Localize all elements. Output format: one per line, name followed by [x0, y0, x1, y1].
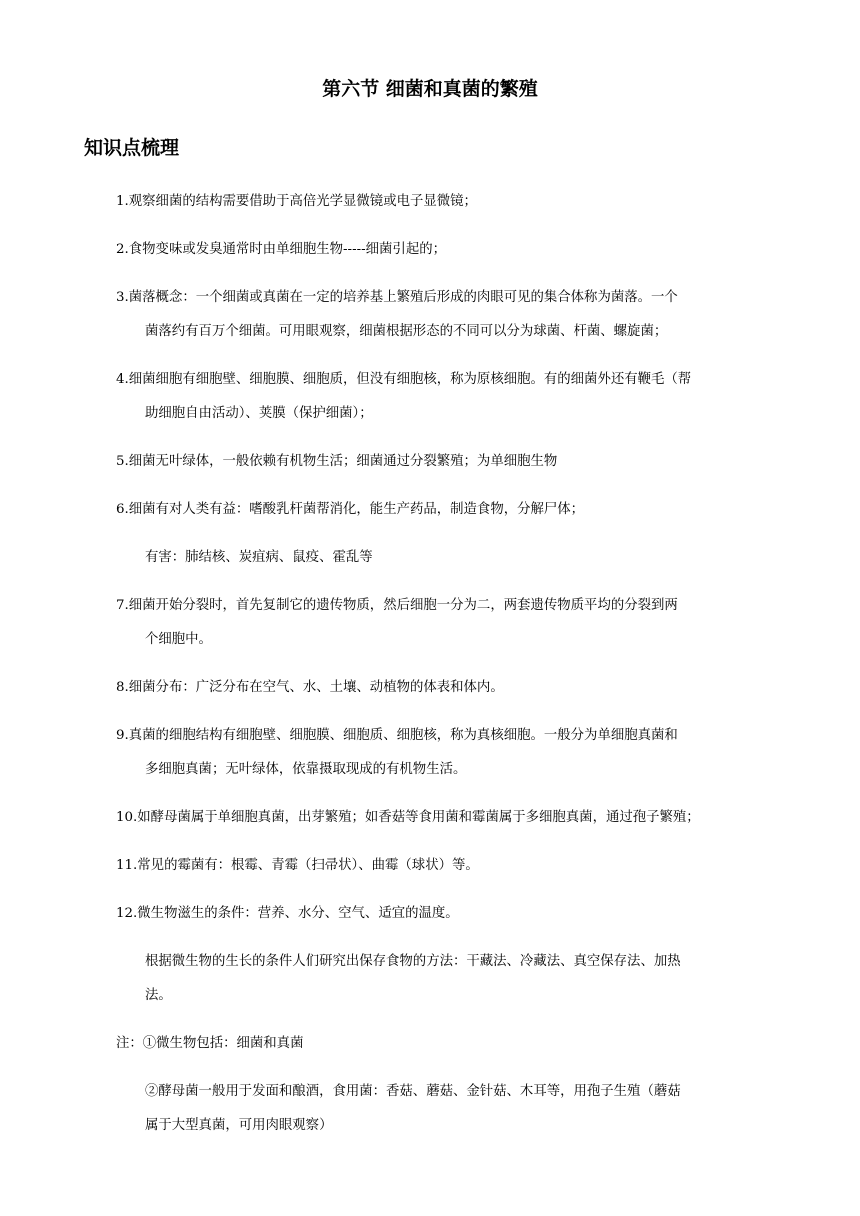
list-item-12: 12.微生物滋生的条件：营养、水分、空气、适宜的温度。: [116, 906, 459, 921]
note-2: ②酵母菌一般用于发面和酿酒，食用菌：香菇、蘑菇、金针菇、木耳等，用孢子生殖（蘑菇: [145, 1084, 681, 1099]
list-item-7-cont: 个细胞中。: [145, 632, 212, 647]
note-1: 注：①微生物包括：细菌和真菌: [116, 1036, 304, 1051]
list-item-5: 5.细菌无叶绿体，一般依赖有机物生活；细菌通过分裂繁殖；为单细胞生物: [116, 454, 558, 469]
list-item-10: 10.如酵母菌属于单细胞真菌，出芽繁殖；如香菇等食用菌和霉菌属于多细胞真菌，通过孢子繁殖；: [116, 810, 700, 825]
list-item-2: 2.食物变味或发臭通常时由单细胞生物-----细菌引起的；: [116, 242, 446, 257]
list-item-3: 3.菌落概念：一个细菌或真菌在一定的培养基上繁殖后形成的肉眼可见的集合体称为菌落。一个: [116, 290, 678, 305]
list-item-1: 1.观察细菌的结构需要借助于高倍光学显微镜或电子显微镜；: [116, 194, 477, 209]
list-item-3-cont: 菌落约有百万个细菌。可用眼观察，细菌根据形态的不同可以分为球菌、杆菌、螺旋菌；: [145, 324, 668, 339]
list-item-6-harm: 有害：肺结核、炭疽病、鼠疫、霍乱等: [145, 550, 373, 565]
list-item-7: 7.细菌开始分裂时，首先复制它的遗传物质，然后细胞一分为二，两套遗传物质平均的分裂到两: [116, 598, 678, 613]
list-item-4: 4.细菌细胞有细胞壁、细胞膜、细胞质，但没有细胞核，称为原核细胞。有的细菌外还有鞭毛（帮: [116, 372, 692, 387]
list-item-9-cont: 多细胞真菌；无叶绿体，依靠摄取现成的有机物生活。: [145, 762, 467, 777]
list-item-12-methods: 根据微生物的生长的条件人们研究出保存食物的方法：干藏法、冷藏法、真空保存法、加热: [145, 954, 681, 969]
list-item-8: 8.细菌分布：广泛分布在空气、水、土壤、动植物的体表和体内。: [116, 680, 504, 695]
list-item-9: 9.真菌的细胞结构有细胞壁、细胞膜、细胞质、细胞核，称为真核细胞。一般分为单细胞真菌和: [116, 728, 678, 743]
list-item-6: 6.细菌有对人类有益：嗜酸乳杆菌帮消化，能生产药品，制造食物，分解尸体；: [116, 502, 585, 517]
list-item-12-methods-cont: 法。: [145, 988, 172, 1003]
note-2-cont: 属于大型真菌，可用肉眼观察）: [145, 1118, 333, 1133]
list-item-4-cont: 助细胞自由活动）、荚膜（保护细菌）；: [145, 406, 373, 421]
list-item-11: 11.常见的霉菌有：根霉、青霉（扫帚状）、曲霉（球状）等。: [116, 858, 479, 873]
section-heading: 知识点梳理: [84, 137, 180, 159]
page-title: 第六节 细菌和真菌的繁殖: [322, 78, 538, 100]
